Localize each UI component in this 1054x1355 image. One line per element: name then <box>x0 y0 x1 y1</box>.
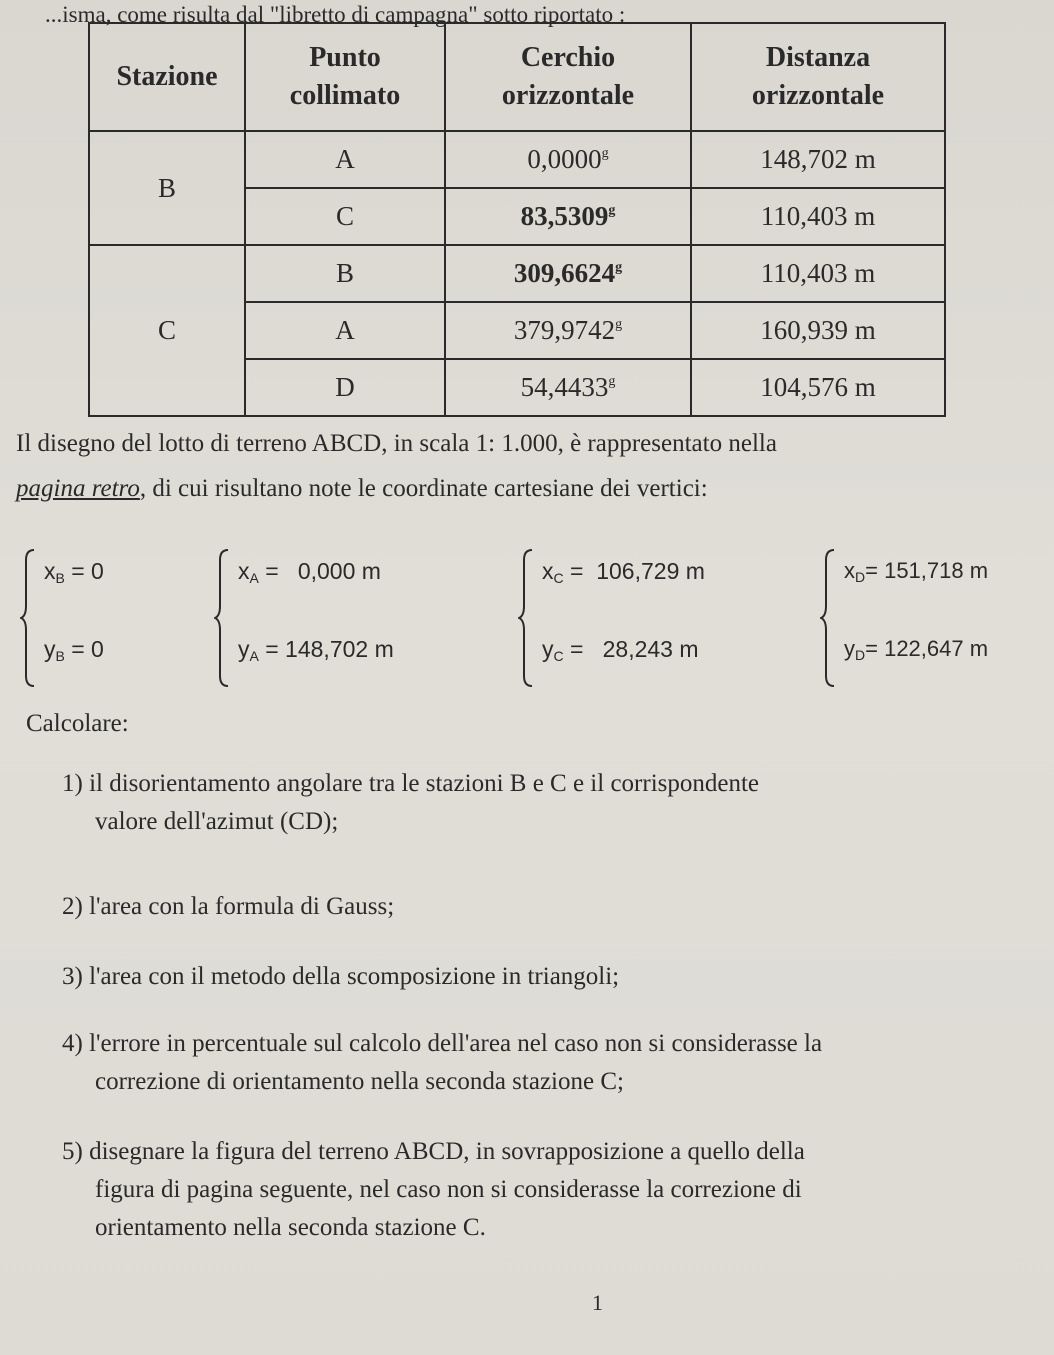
point-cell: B <box>245 245 445 302</box>
field-book-table <box>88 22 946 417</box>
question-1: 1) il disorientamento angolare tra le stazioni B e C e il corrispondente valore dell'azimut (CD); <box>62 770 760 835</box>
point-cell: A <box>245 131 445 188</box>
coord-system-c <box>518 548 798 688</box>
equation-x-a: $x_A = 0,000$ m <box>238 558 381 586</box>
page-number: 1 <box>592 1290 603 1315</box>
equation-x-c: $x_C = 106,729$ m <box>542 558 705 586</box>
page-back-link: pagina retro <box>16 475 140 502</box>
table-header-row <box>89 23 945 131</box>
intro-text: ...isma, come risulta dal "libretto di campagna" sotto riportato : <box>45 2 626 27</box>
header-distance: Distanza orizzontale <box>691 23 945 131</box>
circle-cell: 309,6624$^g$ <box>445 245 691 302</box>
question-5: 5) disegnare la figura del terreno ABCD, in sovrapposizione a quello della figura di pagina seguente, nel caso non si considerasse la correzione di orientamento nella seconda stazione C. <box>62 1138 805 1241</box>
point-cell: C <box>245 188 445 245</box>
header-point: Punto collimato <box>245 23 445 131</box>
distance-cell: 110,403 m <box>691 188 945 245</box>
brace-icon <box>214 548 228 688</box>
circle-cell: 54,4433$^g$ <box>445 359 691 416</box>
distance-cell: 110,403 m <box>691 245 945 302</box>
brace-icon <box>820 548 834 688</box>
equation-y-b: $y_B = 0$ <box>44 636 104 664</box>
distance-cell: 148,702 m <box>691 131 945 188</box>
coord-system-b <box>20 548 200 688</box>
header-station: Stazione <box>89 23 245 131</box>
station-cell: B <box>89 131 245 245</box>
equation-y-a: $y_A = 148,702$ m <box>238 636 394 664</box>
question-2: 2) l'area con la formula di Gauss; <box>62 893 395 920</box>
brace-icon <box>518 548 532 688</box>
coord-system-a <box>214 548 504 688</box>
circle-cell: 379,9742$^g$ <box>445 302 691 359</box>
table-row <box>89 245 945 302</box>
equation-y-c: $y_C = 28,243$ m <box>542 636 699 664</box>
paragraph-line-1: Il disegno del lotto di terreno ABCD, in scala 1: 1.000, è rappresentato nella <box>16 430 777 457</box>
brace-icon <box>20 548 34 688</box>
question-3: 3) l'area con il metodo della scomposizione in triangoli; <box>62 963 620 990</box>
coord-system-d <box>820 548 1052 688</box>
equation-x-d: $x_D= 151,718$ m <box>844 558 989 585</box>
distance-cell: 104,576 m <box>691 359 945 416</box>
point-cell: D <box>245 359 445 416</box>
equation-x-b: $x_B = 0$ <box>44 558 104 586</box>
table-row <box>89 131 945 188</box>
point-cell: A <box>245 302 445 359</box>
circle-cell: 0,0000$^g$ <box>445 131 691 188</box>
equation-y-d: $y_D= 122,647$ m <box>844 636 989 663</box>
paragraph-line-2: pagina retro, di cui risultano note le coordinate cartesiane dei vertici: <box>16 475 708 502</box>
header-circle: Cerchio orizzontale <box>445 23 691 131</box>
distance-cell: 160,939 m <box>691 302 945 359</box>
circle-cell: 83,5309$^g$ <box>445 188 691 245</box>
question-4: 4) l'errore in percentuale sul calcolo dell'area nel caso non si considerasse la correzione di orientamento nella seconda stazione C; <box>62 1030 823 1095</box>
calc-label: Calcolare: <box>26 710 129 737</box>
station-cell: C <box>89 245 245 416</box>
